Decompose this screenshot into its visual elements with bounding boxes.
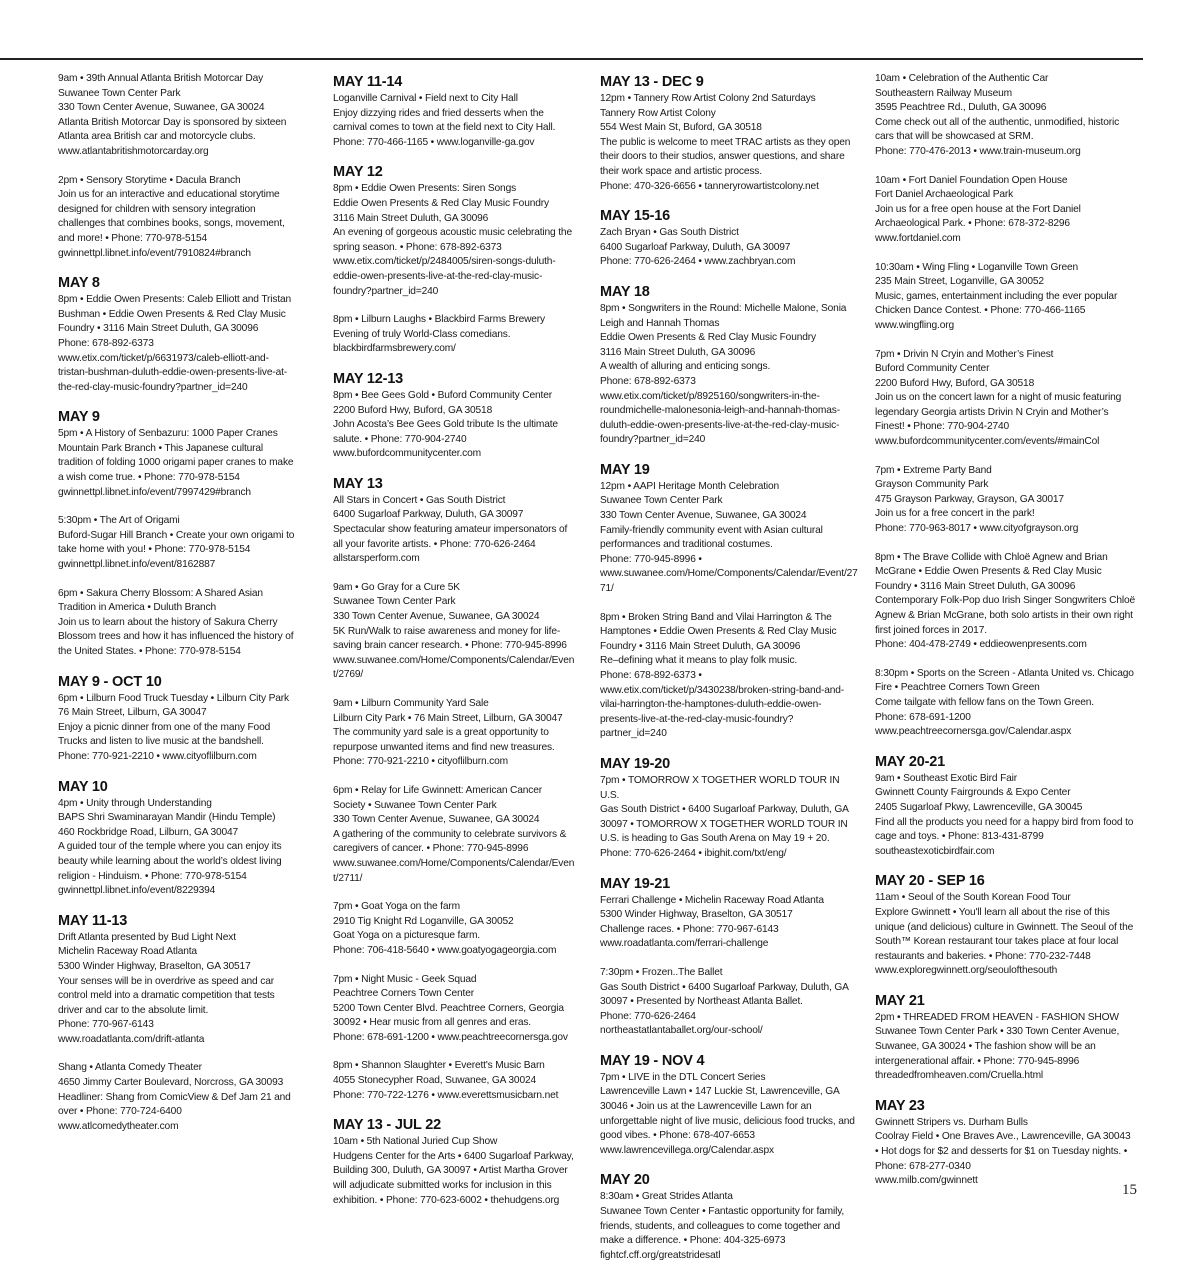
- column-2: [333, 72, 575, 1222]
- date-heading: MAY 12: [333, 164, 383, 181]
- event-listing: 7pm • LIVE in the DTL Concert Series Lawrenceville Lawn • 147 Luckie St, Lawrenceville, GA 30046 • Join us at the Lawrenceville Lawn for an unforgettable night of live music, delicious food trucks, and good vibes. • Phone: 678-407-6653 www.lawrencevillega.org/Calendar.aspx: [600, 1071, 855, 1156]
- event-listing: 9am • Go Gray for a Cure 5K Suwanee Town Center Park 330 Town Center Avenue, Suwanee, GA 30024 5K Run/Walk to raise awareness and money for life-saving brain cancer research. • Phone: 770-945-8996 www.suwanee.com/Home/Components/Calendar/Event/2769/: [333, 581, 575, 681]
- date-heading: MAY 10: [58, 778, 108, 795]
- event-listing: 9am • 39th Annual Atlanta British Motorcar Day Suwanee Town Center Park 330 Town Center Avenue, Suwanee, GA 30024 Atlanta British Motorcar Day is sponsored by sixteen Atlanta area British car and motorcycle clubs. www.atlantabritishmotorcarday.org: [58, 73, 287, 157]
- event-listing: 8pm • Songwriters in the Round: Michelle Malone, Sonia Leigh and Hannah Thomas Eddie Owen Presents & Red Clay Music Foundry 3116 Main Street Duluth, GA 30096 A wealth of alluring and enticing songs. Phone: 678-892-6373 www.etix.com/ticket/p/8925160/songwriters-in-the-roundmichelle-malonesonia-leigh-and-hannah-thomas-duluth-eddie-owen-presents-live-at-the-red-clay-music-foundry?partner_id=240: [600, 302, 847, 446]
- date-heading: MAY 11-13: [58, 912, 128, 929]
- event-listing: 8pm • The Brave Collide with Chloë Agnew and Brian McGrane • Eddie Owen Presents & Red Clay Music Foundry • 3116 Main Street Duluth, GA 30096 Contemporary Folk-Pop duo Irish Singer Songwriters Chloë Agnew & Brian McGrane, both solo artists in their own right first joined forces in 2017. Phone: 404-478-2749 • eddieowenpresents.com: [875, 551, 1135, 651]
- event-listing: 8pm • Broken String Band and Vilai Harrington & The Hamptones • Eddie Owen Presents & Red Clay Music Foundry • 3116 Main Street Duluth, GA 30096 Re–defining what it means to play folk music. Phone: 678-892-6373 • www.etix.com/ticket/p/3430238/broken-string-band-and-vilai-harrington-the-hamptones-duluth-eddie-owen-presents-live-at-the-red-clay-music-foundry?partner_id=240: [600, 611, 845, 740]
- event-listing: 6pm • Sakura Cherry Blossom: A Shared Asian Tradition in America • Duluth Branch Join us to learn about the history of Sakura Cherry Blossom trees and how it has influenced the history of the United States. • Phone: 770-978-5154: [58, 587, 294, 657]
- date-heading: MAY 12-13: [333, 370, 403, 387]
- event-listing: Shang • Atlanta Comedy Theater 4650 Jimmy Carter Boulevard, Norcross, GA 30093 Headliner: Shang from ComicView & Def Jam 21 and over • Phone: 770-724-6400 www.atlcomedytheater.com: [58, 1062, 291, 1132]
- date-heading: MAY 13: [333, 475, 383, 492]
- event-listing: 8pm • Eddie Owen Presents: Caleb Elliott and Tristan Bushman • Eddie Owen Presents & Red Clay Music Foundry • 3116 Main Street Duluth, GA 30096 Phone: 678-892-6373 www.etix.com/ticket/p/6631973/caleb-elliott-and-tristan-bushman-duluth-eddie-owen-presents-live-at-the-red-clay-music-foundry?partner_id=240: [58, 294, 292, 393]
- event-listing: 7pm • TOMORROW X TOGETHER WORLD TOUR IN U.S. Gas South District • 6400 Sugarloaf Parkway, Duluth, GA 30097 • TOMORROW X TOGETHER WORLD TOUR IN U.S. is heading to Gas South Arena on May 19 + 20. Phone: 770-626-2464 • ibighit.com/txt/eng/: [600, 774, 849, 859]
- event-listing: 4pm • Unity through Understanding BAPS Shri Swaminarayan Mandir (Hindu Temple) 460 Rockbridge Road, Lilburn, GA 30047 A guided tour of the temple where you can enjoy its beauty while learning about the world’s oldest living religion - Hinduism. • Phone: 770-978-5154 gwinnettpl.libnet.info/event/8229394: [58, 797, 282, 897]
- event-listing: Ferrari Challenge • Michelin Raceway Road Atlanta 5300 Winder Highway, Braselton, GA 30517 Challenge races. • Phone: 770-967-6143 www.roadatlanta.com/ferrari-challenge: [600, 894, 824, 950]
- header-rule: [0, 58, 1143, 60]
- date-heading: MAY 20-21: [875, 753, 945, 770]
- date-heading: MAY 8: [58, 275, 100, 292]
- event-listing: 6pm • Lilburn Food Truck Tuesday • Lilburn City Park 76 Main Street, Lilburn, GA 30047 Enjoy a picnic dinner from one of the many Food Trucks and listen to live music at the bandshell. Phone: 770-921-2210 • www.cityoflilburn.com: [58, 692, 289, 762]
- column-3: [600, 72, 858, 1277]
- event-listing: 10am • 5th National Juried Cup Show Hudgens Center for the Arts • 6400 Sugarloaf Parkway, Building 300, Duluth, GA 30097 • Artist Martha Grover will adjudicate submitted works for inclusion in this exhibition. • Phone: 770-623-6002 • thehudgens.org: [333, 1136, 574, 1206]
- event-listing: 7pm • Extreme Party Band Grayson Community Park 475 Grayson Parkway, Grayson, GA 30017 Join us for a free concert in the park! Phone: 770-963-8017 • www.cityofgrayson.org: [875, 464, 1079, 535]
- event-listing: Gwinnett Stripers vs. Durham Bulls Coolray Field • One Braves Ave., Lawrenceville, GA 30043 • Hot dogs for $2 and desserts for $1 on Tuesday nights. • Phone: 678-277-0340 www.milb.com/gwinnett: [875, 1116, 1131, 1187]
- date-heading: MAY 19 - NOV 4: [600, 1052, 705, 1069]
- event-listing: 10am • Celebration of the Authentic Car Southeastern Railway Museum 3595 Peachtree Rd., Duluth, GA 30096 Come check out all of the authentic, unmodified, historic cars that will be showcased at SRM. Phone: 770-476-2013 • www.train-museum.org: [875, 73, 1120, 157]
- event-listing: Loganville Carnival • Field next to City Hall Enjoy dizzying rides and fried desserts when the carnival comes to town at the field next to City Hall. Phone: 770-466-1165 • www.loganville-ga.gov: [333, 93, 556, 148]
- date-heading: MAY 19: [600, 461, 650, 478]
- event-listing: Drift Atlanta presented by Bud Light Next Michelin Raceway Road Atlanta 5300 Winder Highway, Braselton, GA 30517 Your senses will be in overdrive as speed and car control meld into a dramatic competition that tests driver and car to the absolute limit. Phone: 770-967-6143 www.roadatlanta.com/drift-atlanta: [58, 931, 275, 1045]
- event-listing: Zach Bryan • Gas South District 6400 Sugarloaf Parkway, Duluth, GA 30097 Phone: 770-626-2464 • www.zachbryan.com: [600, 227, 796, 268]
- date-heading: MAY 15-16: [600, 208, 670, 225]
- date-heading: MAY 20: [600, 1172, 650, 1189]
- event-listing: 8pm • Bee Gees Gold • Buford Community Center 2200 Buford Hwy, Buford, GA 30518 John Acosta’s Bee Gees Gold tribute Is the ultimate salute. • Phone: 770-904-2740 www.bufordcommunitycenter.com: [333, 389, 558, 460]
- date-heading: MAY 13 - DEC 9: [600, 74, 704, 90]
- date-heading: MAY 19-21: [600, 875, 670, 892]
- event-listing: 7:30pm • Frozen..The Ballet Gas South District • 6400 Sugarloaf Parkway, Duluth, GA 30097 • Presented by Northeast Atlanta Ballet. Phone: 770-626-2464 northeastatlantaballet.org/our-school/: [600, 966, 849, 1037]
- event-listing: 5pm • A History of Senbazuru: 1000 Paper Cranes Mountain Park Branch • This Japanese cultural tradition of folding 1000 origami paper cranes to make a wish come true. • Phone: 770-978-5154 gwinnettpl.libnet.info/event/7997429#branch: [58, 428, 294, 498]
- date-heading: MAY 11-14: [333, 74, 403, 90]
- event-listing: 7pm • Goat Yoga on the farm 2910 Tig Knight Rd Loganville, GA 30052 Goat Yoga on a picturesque farm. Phone: 706-418-5640 • www.goatyogageorgia.com: [333, 901, 557, 956]
- event-listing: 7pm • Drivin N Cryin and Mother’s Finest Buford Community Center 2200 Buford Hwy, Buford, GA 30518 Join us on the concert lawn for a night of music featuring legendary Georgia artists Drivin N Cryin and Mother’s Finest! • Phone: 770-904-2740 www.bufordcommunitycenter.com/events/#mainCol: [875, 348, 1122, 448]
- column-4: [875, 72, 1135, 1203]
- date-heading: MAY 23: [875, 1097, 925, 1114]
- event-listing: 10am • Fort Daniel Foundation Open House Fort Daniel Archaeological Park Join us for a free open house at the Fort Daniel Archaeological Park. • Phone: 678-372-8296 www.fortdaniel.com: [875, 174, 1081, 244]
- event-listing: 2pm • THREADED FROM HEAVEN - FASHION SHOW Suwanee Town Center Park • 330 Town Center Avenue, Suwanee, GA 30024 • The fashion show will be an intergenerational affair. • Phone: 770-945-8996 threadedfromheaven.com/Cruella.html: [875, 1011, 1120, 1082]
- date-heading: MAY 13 - JUL 22: [333, 1117, 441, 1134]
- event-listing: 8pm • Shannon Slaughter • Everett's Music Barn 4055 Stonecypher Road, Suwanee, GA 30024 Phone: 770-722-1276 • www.everettsmusicbarn.net: [333, 1060, 559, 1101]
- event-listing: All Stars in Concert • Gas South District 6400 Sugarloaf Parkway, Duluth, GA 30097 Spectacular show featuring amateur impersonators of all your favorite artists. • Phone: 770-626-2464 allstarsperform.com: [333, 494, 568, 565]
- event-listing: 7pm • Night Music - Geek Squad Peachtree Corners Town Center 5200 Town Center Blvd. Peachtree Corners, Georgia 30092 • Hear music from all genres and eras. Phone: 678-691-1200 • www.peachtreecornersga.gov: [333, 973, 568, 1043]
- event-listing: 8pm • Lilburn Laughs • Blackbird Farms Brewery Evening of truly World-Class comedians. blackbirdfarmsbrewery.com/: [333, 314, 545, 355]
- event-listing: 9am • Southeast Exotic Bird Fair Gwinnett County Fairgrounds & Expo Center 2405 Sugarloaf Pkwy, Lawrenceville, GA 30045 Find all the products you need for a happy bird from food to cage and toys. • Phone: 813-431-8799 southeastexoticbirdfair.com: [875, 772, 1134, 857]
- event-listing: 10:30am • Wing Fling • Loganville Town Green 235 Main Street, Loganville, GA 30052 Music, games, entertainment including the ever popular Chicken Dance Contest. • Phone: 770-466-1165 www.wingfling.org: [875, 261, 1118, 331]
- date-heading: MAY 18: [600, 283, 650, 300]
- event-listing: 12pm • AAPI Heritage Month Celebration Suwanee Town Center Park 330 Town Center Avenue, Suwanee, GA 30024 Family-friendly community event with Asian cultural performances and traditional costumes. Phone: 770-945-8996 • www.suwanee.com/Home/Components/Calendar/Event/2771/: [600, 480, 858, 595]
- date-heading: MAY 20 - SEP 16: [875, 873, 985, 890]
- date-heading: MAY 9: [58, 409, 100, 426]
- date-heading: MAY 19-20: [600, 755, 670, 772]
- event-listing: 8:30am • Great Strides Atlanta Suwanee Town Center • Fantastic opportunity for family, friends, students, and colleagues to come together and make a difference. • Phone: 404-325-6973 fightcf.cff.org/greatstridesatl: [600, 1191, 845, 1261]
- event-listing: 8:30pm • Sports on the Screen - Atlanta United vs. Chicago Fire • Peachtree Corners Town Green Come tailgate with fellow fans on the Town Green. Phone: 678-691-1200 www.peachtreecornersga.gov/Calendar.aspx: [875, 667, 1134, 738]
- page-number: 15: [1122, 1182, 1137, 1198]
- event-listing: 5:30pm • The Art of Origami Buford-Sugar Hill Branch • Create your own origami to take home with you! • Phone: 770-978-5154 gwinnettpl.libnet.info/event/8162887: [58, 515, 295, 571]
- event-listing: 2pm • Sensory Storytime • Dacula Branch Join us for an interactive and educational storytime designed for children with sensory integration challenges that combines books, songs, movement, and more! • Phone: 770-978-5154 gwinnettpl.libnet.info/event/7910824#branch: [58, 174, 285, 259]
- event-listing: 9am • Lilburn Community Yard Sale Lilburn City Park • 76 Main Street, Lilburn, GA 30047 The community yard sale is a great opportunity to repurpose unwanted items and find new treasures. Phone: 770-921-2210 • cityoflilburn.com: [333, 698, 563, 768]
- event-listing: 12pm • Tannery Row Artist Colony 2nd Saturdays Tannery Row Artist Colony 554 West Main St, Buford, GA 30518 The public is welcome to meet TRAC artists as they open their doors to their studios, answer questions, and share their work space and artistic process. Phone: 470-326-6656 • tanneryrowartistcolony.net: [600, 93, 851, 192]
- date-heading: MAY 21: [875, 992, 925, 1009]
- column-1: [58, 72, 298, 1148]
- event-listing: 6pm • Relay for Life Gwinnett: American Cancer Society • Suwanee Town Center Park 330 Town Center Avenue, Suwanee, GA 30024 A gathering of the community to celebrate survivors & caregivers of cancer. • Phone: 770-945-8996 www.suwanee.com/Home/Components/Calendar/Event/2711/: [333, 784, 575, 884]
- date-heading: MAY 9 - OCT 10: [58, 673, 162, 690]
- event-listing: 11am • Seoul of the South Korean Food Tour Explore Gwinnett • You'll learn all about the rise of this unique (and delicious) culture in Gwinnett. The Seoul of the South™ Korean restaurant tour takes place at four local restaurants and bakeries. • Phone: 770-232-7448 www.exploregwinnett.org/seoulofthesouth: [875, 892, 1134, 977]
- event-listing: 8pm • Eddie Owen Presents: Siren Songs Eddie Owen Presents & Red Clay Music Foundry 3116 Main Street Duluth, GA 30096 An evening of gorgeous acoustic music celebrating the spring season. • Phone: 678-892-6373 www.etix.com/ticket/p/2484005/siren-songs-duluth-eddie-owen-presents-live-at-the-red-clay-music-foundry?partner_id=240: [333, 183, 572, 297]
